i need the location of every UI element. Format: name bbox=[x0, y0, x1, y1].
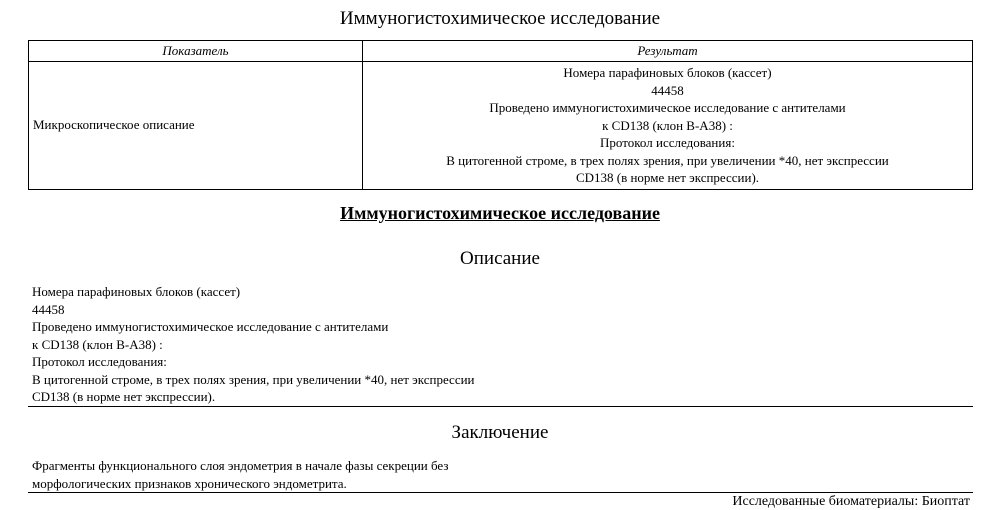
description-line: CD138 (в норме нет экспрессии). bbox=[32, 389, 216, 404]
table-row bbox=[29, 62, 973, 190]
table-header-row bbox=[29, 41, 973, 62]
conclusion-heading: Заключение bbox=[451, 422, 549, 443]
conclusion-line: Фрагменты функционального слоя эндометрия в начале фазы секреции без bbox=[32, 458, 449, 473]
result-line: В цитогенной строме, в трех полях зрения, при увеличении *40, нет экспрессии bbox=[446, 152, 889, 168]
description-text bbox=[32, 283, 475, 406]
description-line: Проведено иммуногистохимическое исследование с антителами bbox=[32, 319, 389, 334]
result-line: CD138 (в норме нет экспрессии). bbox=[575, 170, 760, 185]
description-line: Номера парафиновых блоков (кассет) bbox=[32, 284, 241, 299]
page-title: Иммуногистохимическое исследование bbox=[339, 8, 661, 29]
conclusion-text bbox=[32, 457, 449, 492]
result-line: Протокол исследования: bbox=[600, 135, 735, 150]
section-heading: Иммуногистохимическое исследование bbox=[340, 203, 660, 223]
column-header-result: Результат bbox=[363, 41, 973, 62]
description-line: к CD138 (клон B-A38) : bbox=[32, 336, 163, 352]
conclusion-line: морфологических признаков хронического эндометрита. bbox=[32, 475, 347, 491]
result-line: Проведено иммуногистохимическое исследование с антителами bbox=[489, 100, 846, 115]
description-line: Протокол исследования: bbox=[32, 354, 167, 369]
description-heading: Описание bbox=[460, 248, 540, 269]
column-header-param: Показатель bbox=[29, 41, 363, 62]
result-cell bbox=[363, 62, 973, 190]
divider bbox=[28, 492, 973, 493]
description-line: В цитогенной строме, в трех полях зрения, при увеличении *40, нет экспрессии bbox=[32, 371, 475, 387]
result-line: Номера парафиновых блоков (кассет) bbox=[563, 65, 772, 80]
divider bbox=[28, 406, 973, 407]
biomaterial-note: Исследованные биоматериалы: Биоптат bbox=[732, 494, 970, 509]
param-cell: Микроскопическое описание bbox=[29, 62, 363, 190]
results-table bbox=[28, 40, 973, 190]
result-line: к CD138 (клон B-A38) : bbox=[602, 117, 733, 133]
description-line: 44458 bbox=[32, 301, 65, 317]
result-line: 44458 bbox=[651, 82, 684, 98]
